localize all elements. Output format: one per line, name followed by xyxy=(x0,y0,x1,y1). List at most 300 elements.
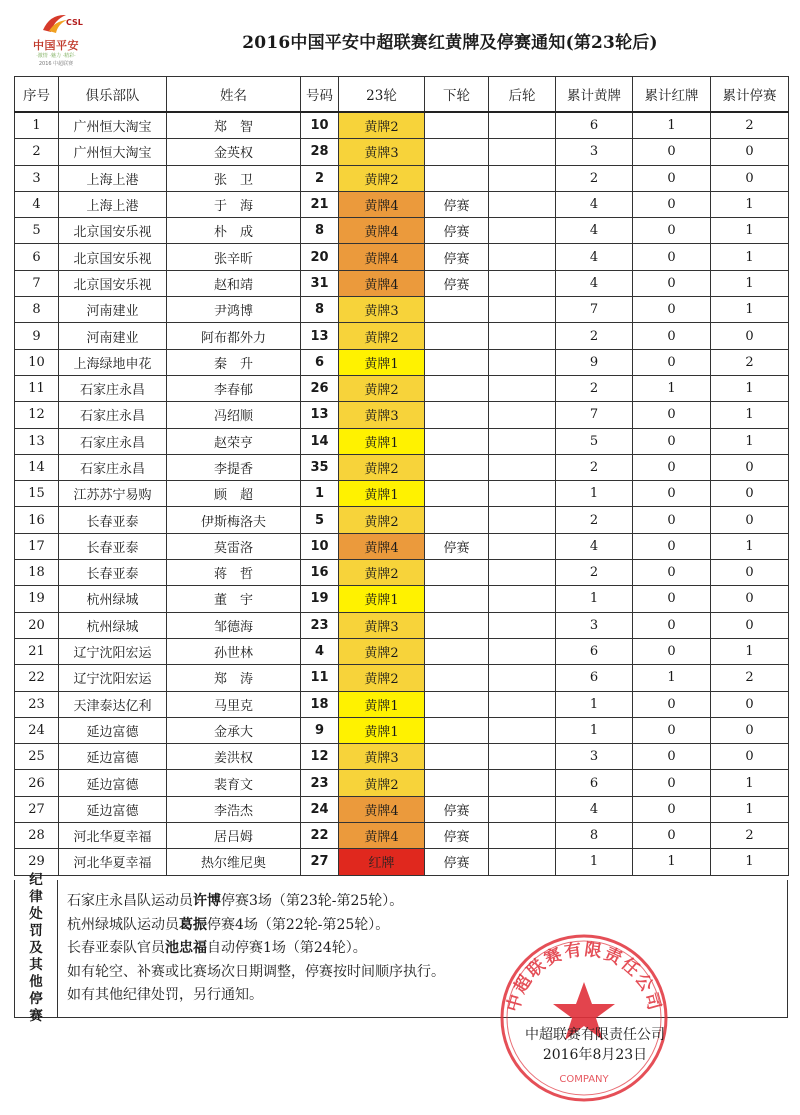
cell-total-red: 0 xyxy=(633,744,711,770)
cell-round23-card: 黄牌4 xyxy=(339,533,425,559)
cell-number: 21 xyxy=(301,191,339,217)
cell-number: 18 xyxy=(301,691,339,717)
table-row xyxy=(15,165,789,191)
cell-next-round: 停赛 xyxy=(425,244,489,270)
cell-player-name: 朴 成 xyxy=(167,218,301,244)
cell-club: 上海绿地申花 xyxy=(59,349,167,375)
cell-total-red: 1 xyxy=(633,665,711,691)
csl-logo xyxy=(22,12,104,70)
cell-after-round xyxy=(489,139,556,165)
cell-after-round xyxy=(489,402,556,428)
table-row xyxy=(15,454,789,480)
cell-next-round xyxy=(425,560,489,586)
cell-after-round xyxy=(489,270,556,296)
note-detail: 停赛3场（第23轮-第25轮）。 xyxy=(221,893,404,909)
cell-no: 23 xyxy=(15,691,59,717)
cell-after-round xyxy=(489,297,556,323)
cell-club: 天津泰达亿利 xyxy=(59,691,167,717)
table-row xyxy=(15,744,789,770)
header-after-round: 后轮 xyxy=(489,77,556,113)
cell-no: 1 xyxy=(15,112,59,139)
cell-player-name: 赵荣亨 xyxy=(167,428,301,454)
table-row xyxy=(15,402,789,428)
table-row xyxy=(15,638,789,664)
cell-next-round xyxy=(425,691,489,717)
cell-player-name: 秦 升 xyxy=(167,349,301,375)
cell-total-suspension: 2 xyxy=(711,112,789,139)
cell-total-yellow: 4 xyxy=(556,218,633,244)
cell-next-round: 停赛 xyxy=(425,533,489,559)
cell-club: 辽宁沈阳宏运 xyxy=(59,665,167,691)
cell-no: 5 xyxy=(15,218,59,244)
cell-total-yellow: 1 xyxy=(556,849,633,875)
cell-total-red: 0 xyxy=(633,297,711,323)
cell-after-round xyxy=(489,349,556,375)
cell-total-suspension: 1 xyxy=(711,270,789,296)
cell-total-red: 0 xyxy=(633,717,711,743)
cell-next-round xyxy=(425,349,489,375)
cell-total-suspension: 0 xyxy=(711,691,789,717)
cell-after-round xyxy=(489,612,556,638)
cell-number: 4 xyxy=(301,638,339,664)
cell-after-round xyxy=(489,375,556,401)
cell-total-suspension: 0 xyxy=(711,323,789,349)
cell-total-red: 0 xyxy=(633,349,711,375)
cell-no: 8 xyxy=(15,297,59,323)
table-row xyxy=(15,349,789,375)
table-row xyxy=(15,823,789,849)
cell-player-name: 金英权 xyxy=(167,139,301,165)
cell-after-round xyxy=(489,586,556,612)
cell-total-yellow: 2 xyxy=(556,507,633,533)
header-round23: 23轮 xyxy=(339,77,425,113)
cell-total-yellow: 1 xyxy=(556,717,633,743)
cell-number: 8 xyxy=(301,297,339,323)
cell-total-suspension: 1 xyxy=(711,638,789,664)
table-row xyxy=(15,533,789,559)
cell-after-round xyxy=(489,481,556,507)
cell-no: 17 xyxy=(15,533,59,559)
cell-next-round: 停赛 xyxy=(425,849,489,875)
cell-total-suspension: 0 xyxy=(711,139,789,165)
cell-after-round xyxy=(489,560,556,586)
cell-no: 12 xyxy=(15,402,59,428)
table-row xyxy=(15,770,789,796)
cell-round23-card: 黄牌2 xyxy=(339,770,425,796)
table-row xyxy=(15,691,789,717)
cell-total-red: 0 xyxy=(633,165,711,191)
cell-no: 27 xyxy=(15,796,59,822)
cell-number: 2 xyxy=(301,165,339,191)
cell-next-round xyxy=(425,481,489,507)
cell-no: 24 xyxy=(15,717,59,743)
cell-round23-card: 黄牌2 xyxy=(339,454,425,480)
cell-round23-card: 黄牌4 xyxy=(339,823,425,849)
note-person: 葛振 xyxy=(179,916,207,933)
cell-after-round xyxy=(489,849,556,875)
cell-club: 石家庄永昌 xyxy=(59,454,167,480)
cell-total-yellow: 2 xyxy=(556,560,633,586)
cell-round23-card: 黄牌4 xyxy=(339,244,425,270)
header-total-yellow: 累计黄牌 xyxy=(556,77,633,113)
cell-total-suspension: 2 xyxy=(711,823,789,849)
cell-no: 21 xyxy=(15,638,59,664)
table-row xyxy=(15,270,789,296)
cell-club: 长春亚泰 xyxy=(59,533,167,559)
cell-no: 4 xyxy=(15,191,59,217)
cell-round23-card: 黄牌1 xyxy=(339,349,425,375)
cell-player-name: 于 海 xyxy=(167,191,301,217)
cell-club: 长春亚泰 xyxy=(59,560,167,586)
cell-next-round xyxy=(425,638,489,664)
cell-number: 20 xyxy=(301,244,339,270)
cell-no: 29 xyxy=(15,849,59,875)
cell-after-round xyxy=(489,533,556,559)
cell-round23-card: 黄牌3 xyxy=(339,612,425,638)
cell-after-round xyxy=(489,165,556,191)
cell-total-red: 0 xyxy=(633,770,711,796)
table-row xyxy=(15,849,789,875)
cell-no: 3 xyxy=(15,165,59,191)
cell-player-name: 郑 涛 xyxy=(167,665,301,691)
cell-total-suspension: 1 xyxy=(711,533,789,559)
cell-after-round xyxy=(489,323,556,349)
cell-number: 31 xyxy=(301,270,339,296)
cell-total-red: 1 xyxy=(633,375,711,401)
cell-total-red: 0 xyxy=(633,191,711,217)
cell-total-red: 0 xyxy=(633,586,711,612)
cell-total-red: 1 xyxy=(633,849,711,875)
notes-label xyxy=(15,872,58,1024)
cell-round23-card: 黄牌4 xyxy=(339,796,425,822)
cell-next-round xyxy=(425,375,489,401)
cell-club: 河南建业 xyxy=(59,297,167,323)
seal-english: COMPANY xyxy=(559,1074,609,1085)
cell-round23-card: 黄牌3 xyxy=(339,402,425,428)
cell-after-round xyxy=(489,218,556,244)
csl-text: CSL xyxy=(66,18,83,27)
cell-no: 19 xyxy=(15,586,59,612)
cell-player-name: 姜洪权 xyxy=(167,744,301,770)
table-row xyxy=(15,612,789,638)
cell-number: 12 xyxy=(301,744,339,770)
cell-number: 26 xyxy=(301,375,339,401)
cell-player-name: 马里克 xyxy=(167,691,301,717)
header-total-suspension: 累计停赛 xyxy=(711,77,789,113)
cell-player-name: 孙世林 xyxy=(167,638,301,664)
cell-total-red: 0 xyxy=(633,638,711,664)
cell-total-suspension: 0 xyxy=(711,744,789,770)
cell-total-suspension: 0 xyxy=(711,454,789,480)
cell-total-yellow: 1 xyxy=(556,691,633,717)
cell-player-name: 热尔维尼奥 xyxy=(167,849,301,875)
cell-no: 14 xyxy=(15,454,59,480)
cell-player-name: 金承大 xyxy=(167,717,301,743)
cell-player-name: 顾 超 xyxy=(167,481,301,507)
cell-next-round xyxy=(425,612,489,638)
cell-total-red: 0 xyxy=(633,323,711,349)
cell-next-round xyxy=(425,139,489,165)
cell-no: 20 xyxy=(15,612,59,638)
cell-after-round xyxy=(489,823,556,849)
cell-total-yellow: 4 xyxy=(556,191,633,217)
cell-number: 19 xyxy=(301,586,339,612)
cell-player-name: 尹鸿博 xyxy=(167,297,301,323)
cell-total-yellow: 2 xyxy=(556,454,633,480)
note-text: 石家庄永昌队运动员 xyxy=(67,893,193,909)
issue-date: 2016年8月23日 xyxy=(542,1047,648,1063)
cell-total-red: 0 xyxy=(633,691,711,717)
cell-player-name: 阿布都外力 xyxy=(167,323,301,349)
cell-number: 5 xyxy=(301,507,339,533)
cell-number: 14 xyxy=(301,428,339,454)
cell-total-yellow: 1 xyxy=(556,586,633,612)
cell-number: 8 xyxy=(301,218,339,244)
cell-club: 河南建业 xyxy=(59,323,167,349)
sponsor-name: 中国平安 xyxy=(33,39,79,52)
cell-club: 杭州绿城 xyxy=(59,586,167,612)
cell-number: 10 xyxy=(301,112,339,139)
cell-total-suspension: 2 xyxy=(711,349,789,375)
cell-club: 长春亚泰 xyxy=(59,507,167,533)
cell-round23-card: 黄牌3 xyxy=(339,139,425,165)
cell-total-suspension: 2 xyxy=(711,665,789,691)
cell-no: 26 xyxy=(15,770,59,796)
cell-total-red: 0 xyxy=(633,270,711,296)
cell-total-suspension: 1 xyxy=(711,849,789,875)
table-row xyxy=(15,717,789,743)
table-row xyxy=(15,191,789,217)
cell-club: 北京国安乐视 xyxy=(59,244,167,270)
cell-player-name: 居吕姆 xyxy=(167,823,301,849)
cell-next-round xyxy=(425,454,489,480)
cell-total-red: 0 xyxy=(633,428,711,454)
cell-round23-card: 黄牌1 xyxy=(339,481,425,507)
cell-number: 11 xyxy=(301,665,339,691)
header-next-round: 下轮 xyxy=(425,77,489,113)
cell-after-round xyxy=(489,744,556,770)
cell-player-name: 郑 智 xyxy=(167,112,301,139)
cell-number: 13 xyxy=(301,323,339,349)
table-body xyxy=(15,112,789,875)
cell-number: 24 xyxy=(301,796,339,822)
table-row xyxy=(15,218,789,244)
cell-player-name: 李浩杰 xyxy=(167,796,301,822)
page-title: 2016中国平安中超联赛红黄牌及停赛通知(第23轮后) xyxy=(242,33,658,53)
cell-after-round xyxy=(489,191,556,217)
cell-number: 27 xyxy=(301,849,339,875)
cell-total-suspension: 0 xyxy=(711,481,789,507)
cell-club: 石家庄永昌 xyxy=(59,428,167,454)
cell-next-round: 停赛 xyxy=(425,823,489,849)
header-club: 俱乐部队 xyxy=(59,77,167,113)
cell-round23-card: 黄牌4 xyxy=(339,191,425,217)
cell-next-round: 停赛 xyxy=(425,218,489,244)
cell-no: 11 xyxy=(15,375,59,401)
cell-round23-card: 黄牌1 xyxy=(339,691,425,717)
table-row xyxy=(15,586,789,612)
cell-total-red: 1 xyxy=(633,112,711,139)
cell-player-name: 董 宇 xyxy=(167,586,301,612)
cell-round23-card: 红牌 xyxy=(339,849,425,875)
cell-total-yellow: 4 xyxy=(556,796,633,822)
cell-no: 15 xyxy=(15,481,59,507)
cell-club: 江苏苏宁易购 xyxy=(59,481,167,507)
cell-total-red: 0 xyxy=(633,507,711,533)
cell-next-round xyxy=(425,507,489,533)
cell-total-yellow: 3 xyxy=(556,612,633,638)
cell-next-round xyxy=(425,297,489,323)
cell-total-red: 0 xyxy=(633,454,711,480)
cell-total-suspension: 0 xyxy=(711,586,789,612)
cell-total-yellow: 2 xyxy=(556,165,633,191)
table-row xyxy=(15,139,789,165)
cell-after-round xyxy=(489,507,556,533)
table-header-row xyxy=(15,77,789,113)
cell-player-name: 李春郁 xyxy=(167,375,301,401)
cell-total-suspension: 1 xyxy=(711,796,789,822)
cell-total-suspension: 1 xyxy=(711,402,789,428)
cell-round23-card: 黄牌2 xyxy=(339,507,425,533)
note-person: 许博 xyxy=(193,893,221,909)
note-text: 如有其他纪律处罚，另行通知。 xyxy=(67,987,263,1003)
cell-round23-card: 黄牌2 xyxy=(339,375,425,401)
cell-total-suspension: 0 xyxy=(711,560,789,586)
cell-total-yellow: 1 xyxy=(556,481,633,507)
cell-next-round xyxy=(425,402,489,428)
note-text: 如有轮空、补赛或比赛场次日期调整，停赛按时间顺序执行。 xyxy=(67,963,445,980)
cell-total-red: 0 xyxy=(633,402,711,428)
table-row xyxy=(15,428,789,454)
cell-next-round xyxy=(425,770,489,796)
cell-club: 上海上港 xyxy=(59,191,167,217)
cell-player-name: 莫雷洛 xyxy=(167,533,301,559)
cell-total-red: 0 xyxy=(633,612,711,638)
cell-club: 石家庄永昌 xyxy=(59,402,167,428)
cell-round23-card: 黄牌2 xyxy=(339,665,425,691)
cell-next-round xyxy=(425,165,489,191)
cell-total-red: 0 xyxy=(633,481,711,507)
cell-total-yellow: 4 xyxy=(556,244,633,270)
cell-after-round xyxy=(489,770,556,796)
discipline-notes xyxy=(14,872,788,1024)
cell-next-round: 停赛 xyxy=(425,191,489,217)
cell-number: 28 xyxy=(301,139,339,165)
cell-total-yellow: 3 xyxy=(556,744,633,770)
cell-round23-card: 黄牌4 xyxy=(339,218,425,244)
cell-total-yellow: 6 xyxy=(556,112,633,139)
cell-total-yellow: 3 xyxy=(556,139,633,165)
cell-player-name: 蒋 哲 xyxy=(167,560,301,586)
cell-after-round xyxy=(489,112,556,139)
table-row xyxy=(15,244,789,270)
table-row xyxy=(15,507,789,533)
cell-total-red: 0 xyxy=(633,796,711,822)
cell-club: 石家庄永昌 xyxy=(59,375,167,401)
cell-next-round xyxy=(425,717,489,743)
cell-total-yellow: 2 xyxy=(556,323,633,349)
notes-label-text: 纪律处罚及其他停赛 xyxy=(29,872,43,1024)
note-detail: 自动停赛1场（第24轮）。 xyxy=(207,940,367,956)
cell-after-round xyxy=(489,638,556,664)
cell-next-round: 停赛 xyxy=(425,270,489,296)
cell-club: 河北华夏幸福 xyxy=(59,849,167,875)
seal-text: 中超联赛有限责任公司 xyxy=(503,939,665,1015)
cell-round23-card: 黄牌2 xyxy=(339,560,425,586)
cell-round23-card: 黄牌1 xyxy=(339,717,425,743)
cell-number: 35 xyxy=(301,454,339,480)
header-number: 号码 xyxy=(301,77,339,113)
cell-next-round xyxy=(425,428,489,454)
cell-total-yellow: 9 xyxy=(556,349,633,375)
cell-next-round xyxy=(425,586,489,612)
note-detail: 停赛4场（第22轮-第25轮）。 xyxy=(207,916,390,933)
cell-total-suspension: 1 xyxy=(711,770,789,796)
cell-total-yellow: 6 xyxy=(556,638,633,664)
cell-total-suspension: 0 xyxy=(711,165,789,191)
cell-total-suspension: 1 xyxy=(711,218,789,244)
logo-slogan: ·激情 ·魅力 ·精彩· xyxy=(36,53,76,59)
cell-club: 辽宁沈阳宏运 xyxy=(59,638,167,664)
cell-player-name: 邹德海 xyxy=(167,612,301,638)
cell-number: 13 xyxy=(301,402,339,428)
cell-round23-card: 黄牌1 xyxy=(339,428,425,454)
cell-total-suspension: 1 xyxy=(711,191,789,217)
table-row xyxy=(15,796,789,822)
cell-round23-card: 黄牌3 xyxy=(339,744,425,770)
cell-total-red: 0 xyxy=(633,823,711,849)
cell-club: 上海上港 xyxy=(59,165,167,191)
cell-total-yellow: 5 xyxy=(556,428,633,454)
table-row xyxy=(15,665,789,691)
note-line xyxy=(67,890,767,914)
cell-club: 北京国安乐视 xyxy=(59,218,167,244)
cell-total-suspension: 0 xyxy=(711,717,789,743)
cell-total-yellow: 4 xyxy=(556,533,633,559)
cell-total-suspension: 1 xyxy=(711,244,789,270)
cell-next-round xyxy=(425,665,489,691)
cell-no: 7 xyxy=(15,270,59,296)
cell-no: 6 xyxy=(15,244,59,270)
cell-total-red: 0 xyxy=(633,139,711,165)
table-row xyxy=(15,323,789,349)
cell-total-yellow: 2 xyxy=(556,375,633,401)
table-row xyxy=(15,560,789,586)
cell-no: 16 xyxy=(15,507,59,533)
cell-total-yellow: 6 xyxy=(556,665,633,691)
header-no: 序号 xyxy=(15,77,59,113)
table-row xyxy=(15,375,789,401)
cell-no: 9 xyxy=(15,323,59,349)
cell-round23-card: 黄牌2 xyxy=(339,323,425,349)
cell-after-round xyxy=(489,454,556,480)
cell-total-red: 0 xyxy=(633,560,711,586)
cell-after-round xyxy=(489,691,556,717)
note-text: 长春亚泰队官员 xyxy=(67,940,165,956)
cell-club: 河北华夏幸福 xyxy=(59,823,167,849)
cell-club: 延边富德 xyxy=(59,717,167,743)
table-row xyxy=(15,112,789,139)
cell-next-round xyxy=(425,744,489,770)
cell-number: 9 xyxy=(301,717,339,743)
cell-total-yellow: 7 xyxy=(556,402,633,428)
cell-club: 杭州绿城 xyxy=(59,612,167,638)
cell-total-yellow: 6 xyxy=(556,770,633,796)
cell-total-suspension: 0 xyxy=(711,507,789,533)
cell-round23-card: 黄牌2 xyxy=(339,112,425,139)
cell-no: 18 xyxy=(15,560,59,586)
cell-number: 6 xyxy=(301,349,339,375)
